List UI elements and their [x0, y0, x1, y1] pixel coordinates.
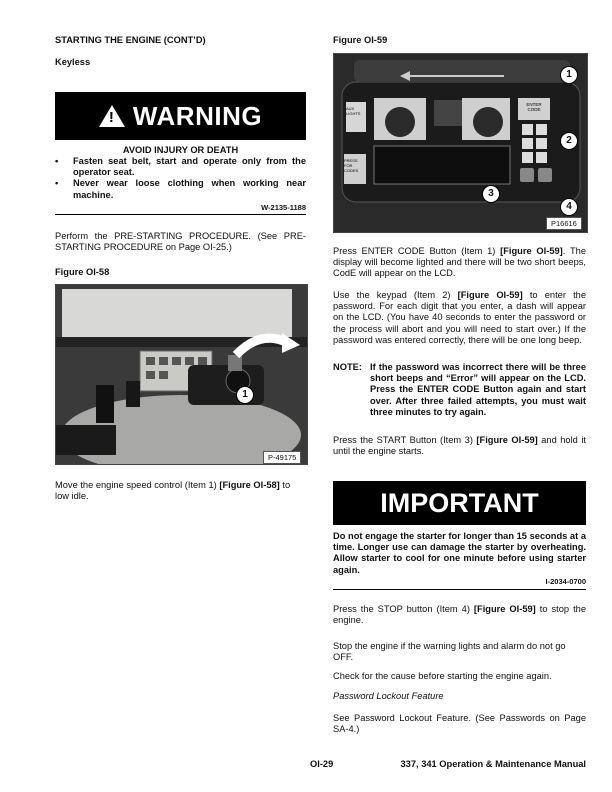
figure-59-photo [333, 53, 588, 233]
figure-58-tag: P-49175 [263, 451, 301, 464]
figure-ref: [Figure OI-58] [219, 480, 280, 490]
warning-code: W-2135-1188 [261, 203, 306, 212]
enter-code-paragraph: Press ENTER CODE Button (Item 1) [Figure OI-59]. The display will become lighted and there will be two short beeps, CodE will appear on the LCD. [333, 246, 586, 279]
figure-59-tag: P16616 [546, 217, 582, 230]
start-button-paragraph: Press the START Button (Item 3) [Figure OI-59] and hold it until the engine starts. [333, 435, 586, 457]
warning-title: WARNING [132, 100, 263, 131]
enter-code-label: ENTER CODE [526, 102, 542, 112]
important-banner [333, 481, 586, 525]
important-code: I-2034-0700 [545, 577, 586, 586]
aux-lights-label: AUX LIGHTS [346, 106, 361, 116]
section-heading: STARTING THE ENGINE (CONT’D) [55, 35, 206, 45]
press-for-codes-label: PRESS FOR CODES [344, 158, 359, 173]
divider [55, 214, 306, 215]
figure-59-callout-2: 2 [560, 132, 578, 150]
password-lockout-heading: Password Lockout Feature [333, 691, 444, 701]
note-label: NOTE: [333, 362, 362, 372]
figure-59-callout-3: 3 [482, 185, 500, 203]
important-title: IMPORTANT [380, 487, 539, 518]
figure-59-callout-1: 1 [560, 66, 578, 84]
pre-starting-paragraph: Perform the PRE-STARTING PROCEDURE. (See PRE-STARTING PROCEDURE on Page OI-25.) [55, 231, 306, 253]
important-text: Do not engage the starter for longer than 15 seconds at a time. Longer use can damage the starter by overheating. Allow starter to cool for one minute before using starter again. [333, 531, 586, 575]
cab-interior-illustration [56, 285, 307, 464]
figure-58-label: Figure OI-58 [55, 267, 110, 277]
subheading-keyless: Keyless [55, 57, 91, 67]
warning-lights-paragraph: Stop the engine if the warning lights and alarm do not go OFF. [333, 641, 566, 663]
manual-title: 337, 341 Operation & Maintenance Manual [400, 759, 586, 769]
note-text: If the password was incorrect there will be three short beeps and “Error” will appear on the LCD. Press the ENTER CODE Button again and start over. After three failed attempts, you must wait three minutes to try again. [370, 362, 586, 417]
warning-bullet: • Never wear loose clothing when working near machine. [55, 178, 306, 200]
figure-58-callout-1: 1 [236, 386, 254, 404]
warning-subtitle: AVOID INJURY OR DEATH [122, 145, 239, 155]
engine-speed-paragraph: Move the engine speed control (Item 1) [Figure OI-58] to low idle. [55, 480, 291, 502]
divider [333, 589, 586, 590]
check-cause-paragraph: Check for the cause before starting the engine again. [333, 671, 552, 681]
figure-58-photo [55, 284, 308, 465]
keypad-paragraph: Use the keypad (Item 2) [Figure OI-59] to enter the password. For each digit that you enter, a dash will appear on the LCD. (You have 40 seconds to enter the password or the process will abort and you will need to start over.) If the password was entered correctly, there will be one long beep. [333, 290, 587, 345]
stop-button-paragraph: Press the STOP button (Item 4) [Figure OI-59] to stop the engine. [333, 604, 586, 626]
password-lockout-paragraph: See Password Lockout Feature. (See Passwords on Page SA-4.) [333, 713, 586, 735]
warning-bullet-list [55, 156, 306, 201]
figure-59-callout-4: 4 [560, 198, 578, 216]
figure-59-label: Figure OI-59 [333, 35, 388, 45]
warning-bullet: • Fasten seat belt, start and operate only from the operator seat. [55, 156, 306, 178]
warning-triangle-icon: ! [99, 105, 125, 127]
dash-panel-illustration [334, 54, 587, 232]
page-number: OI-29 [310, 759, 334, 769]
warning-banner [55, 92, 306, 140]
